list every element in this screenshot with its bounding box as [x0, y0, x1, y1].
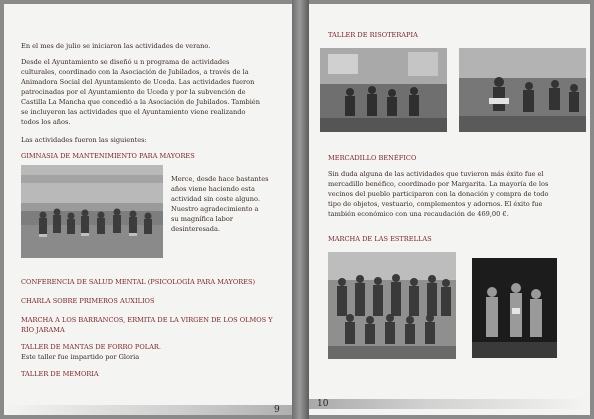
paragraph-line: Desde el Ayuntamiento se diseñó u n programa de actividades: [21, 58, 230, 66]
page-number: 10: [317, 399, 329, 409]
book-gutter: [292, 0, 309, 419]
paragraph-line: Castilla La Mancha que concedió a la Asociación de Jubilados. También: [21, 98, 260, 106]
quilt-note: Este taller fue impartido por Gloria: [21, 353, 140, 361]
market-line: vecinos del pueblo participaron con la donación y compra de todo: [328, 190, 549, 198]
page-footer-bar: [4, 405, 292, 415]
market-heading: MERCADILLO BENÉFICO: [328, 154, 417, 162]
memory-heading: TALLER DE MEMORIA: [21, 370, 99, 378]
gym-text-line: desinteresada.: [171, 225, 221, 233]
laugh-heading: TALLER DE RISOTERAPIA: [328, 31, 418, 39]
quilt-heading: TALLER DE MANTAS DE FORRO POLAR.: [21, 343, 161, 351]
gym-text-line: su magnífica labor: [171, 215, 233, 223]
paragraph-line: patrocinadas por el Ayuntamiento de Uceda y por la subvención de: [21, 88, 246, 96]
intro-text: En el mes de julio se iniciaron las actividades de verano.: [21, 42, 211, 50]
gym-text-line: Nuestro agradecimiento a: [171, 205, 259, 213]
right-page: [309, 4, 590, 415]
page-footer-bar: [309, 399, 590, 409]
left-page: [4, 4, 292, 415]
gym-text-line: Merce, desde hace bastantes: [171, 175, 269, 183]
gym-text-line: actividad sin coste alguno.: [171, 195, 260, 203]
march-heading: MARCHA A LOS BARRANCOS, ERMITA DE LA VIRGEN DE LOS OLMOS Y: [21, 316, 273, 324]
paragraph-line: Animadora Social del Ayuntamiento de Uceda. Las actividades fueron: [21, 78, 255, 86]
paragraph-line: culturales, coordinado con la Asociación de Jubilados, a través de la: [21, 68, 249, 76]
stars-march-group-photo: [328, 252, 456, 359]
market-line: también económico con una recaudación de 469,00 €.: [328, 210, 509, 218]
market-line: tipo de objetos, vestuario, complementos y adornos. El éxito fue: [328, 200, 543, 208]
paragraph-line: se incluyeron las actividades que el Ayuntamiento viene realizando: [21, 108, 246, 116]
conference-heading: CONFERENCIA DE SALUD MENTAL (PSICOLOGÍA PARA MAYORES): [21, 278, 256, 286]
market-line: Sin duda alguna de las actividades que tuvieron más éxito fue el: [328, 170, 544, 178]
first-aid-heading: CHARLA SOBRE PRIMEROS AUXILIOS: [21, 297, 155, 305]
stars-heading: MARCHA DE LAS ESTRELLAS: [328, 235, 432, 243]
stars-march-night-photo: [472, 258, 557, 358]
market-line: mercadillo benéfico, coordinado por Margarita. La mayoría de los: [328, 180, 549, 188]
march-heading-cont: RÍO JARAMA: [21, 326, 65, 334]
page-number: 9: [274, 405, 280, 415]
gym-class-photo: [21, 165, 163, 258]
gym-heading: GIMNASIA DE MANTENIMIENTO PARA MAYORES: [21, 152, 195, 160]
laugh-workshop-photo-1: [320, 48, 447, 132]
laugh-workshop-photo-2: [459, 48, 586, 132]
paragraph-line: todos los años.: [21, 118, 71, 126]
gym-text-line: años viene haciendo esta: [171, 185, 255, 193]
activities-intro: Las actividades fueron las siguientes:: [21, 136, 147, 144]
